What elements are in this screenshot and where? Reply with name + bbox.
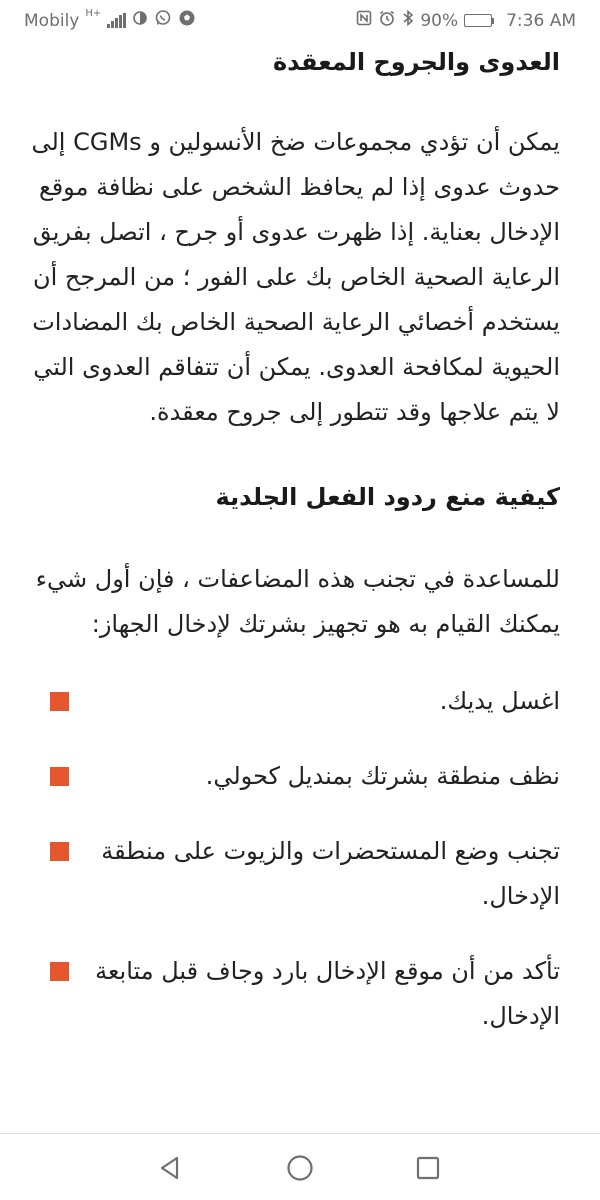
paragraph-infections: يمكن أن تؤدي مجموعات ضخ الأنسولين و CGMs إلى حدوث عدوى إذا لم يحافظ الشخص على نظافة موقع الإدخال بعناية. إذا ظهرت عدوى أو جرح ، اتصل بفريق الرعاية الصحية الخاص بك على الفور ؛ من المرجح أن يستخدم أخصائي الرعاية الصحية الخاص بك المضادات الحيوية لمكافحة العدوى. يمكن أن تتفاقم العدوى التي لا يتم علاجها وقد تتطور إلى جروح معقدة. [31, 128, 560, 426]
back-icon [156, 1154, 184, 1182]
status-bar [0, 0, 600, 40]
article-content[interactable] [22, 40, 560, 1134]
football-icon [178, 9, 196, 32]
list-item-text: تجنب وضع المستحضرات والزيوت على منطقة الإدخال. [101, 837, 560, 910]
section-heading-infections: العدوى والجروح المعقدة [272, 48, 560, 76]
alarm-icon [378, 9, 396, 32]
section-heading-prevention: كيفية منع ردود الفعل الجلدية [215, 483, 560, 511]
bullet-marker [50, 962, 69, 981]
whatsapp-icon [154, 9, 172, 32]
carrier-label: Mobily [24, 10, 80, 31]
navigation-bar [0, 1133, 600, 1200]
list-item-text: تأكد من أن موقع الإدخال بارد وجاف قبل متابعة الإدخال. [95, 957, 560, 1030]
bluetooth-icon [402, 9, 414, 32]
battery-icon [464, 14, 494, 27]
list-item-text: نظف منطقة بشرتك بمنديل كحولي. [205, 762, 560, 790]
status-left [24, 9, 196, 32]
home-icon [285, 1153, 315, 1183]
data-saver-icon [132, 10, 148, 31]
home-button[interactable] [280, 1148, 320, 1188]
paragraph-prevention: للمساعدة في تجنب هذه المضاعفات ، فإن أول شيء يمكنك القيام به هو تجهيز بشرتك لإدخال الجهاز: [35, 565, 560, 638]
prevention-list [22, 679, 560, 1039]
network-type-label: H+ [85, 8, 102, 19]
signal-icon [107, 13, 126, 28]
nfc-icon [356, 10, 372, 31]
bullet-marker [50, 767, 69, 786]
battery-percent: 90% [420, 10, 459, 31]
recents-button[interactable] [408, 1148, 448, 1188]
bullet-marker [50, 842, 69, 861]
bullet-marker [50, 692, 69, 711]
list-item [22, 949, 560, 1039]
list-item [22, 829, 560, 919]
clock: 7:36 AM [506, 10, 576, 31]
back-button[interactable] [150, 1148, 190, 1188]
recents-icon [415, 1155, 441, 1181]
list-item [22, 679, 560, 724]
list-item [22, 754, 560, 799]
list-item-text: اغسل يديك. [439, 687, 560, 715]
status-right [356, 9, 576, 32]
